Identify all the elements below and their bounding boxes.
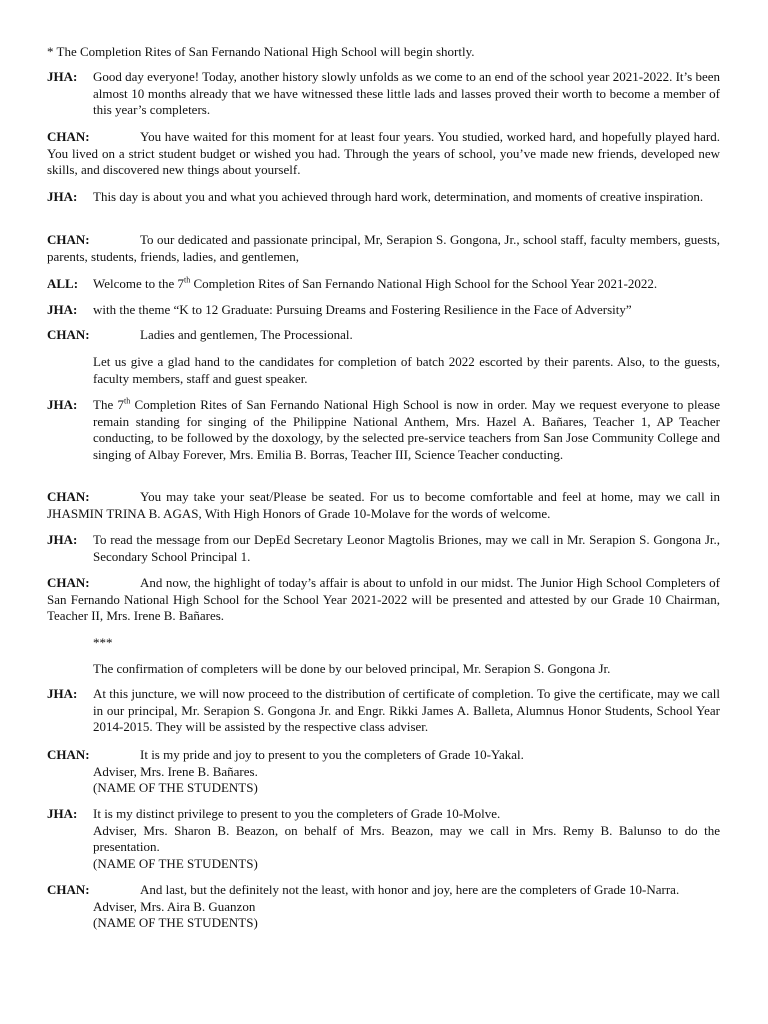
chan-line-1	[47, 129, 720, 179]
speaker-label: CHAN:	[47, 129, 90, 144]
all-line	[47, 276, 720, 293]
speaker-label: CHAN:	[47, 232, 90, 247]
chan-line-7	[47, 882, 720, 932]
paragraph: with the theme “K to 12 Graduate: Pursuing Dreams and Fostering Resilience in the Face of Adversity”	[93, 302, 632, 317]
speaker-label: CHAN:	[47, 882, 90, 897]
paragraph: It is my pride and joy to present to you the completers of Grade 10-Yakal.	[140, 747, 524, 762]
paragraph	[93, 276, 720, 293]
adviser-line: Adviser, Mrs. Sharon B. Beazon, on behalf of Mrs. Beazon, may we call in Mrs. Remy B. Balunso to do the presentation.	[93, 822, 720, 854]
speaker-label: JHA:	[47, 806, 78, 821]
paragraph: And now, the highlight of today’s affair is about to unfold in our midst. The Junior High School Completers of San Fernando National High School for the School Year 2021-2022 will be presented and attested by our Grade 10 Chairman, Teacher II, Mrs. Irene B. Bañares.	[47, 575, 720, 623]
speaker-label: CHAN:	[47, 747, 90, 762]
text-part: Completion Rites of San Fernando National High School is now in order. May we request everyone to please remain standing for singing of the Philippine National Anthem, Mrs. Hazel A. Bañares, Teacher 1, AP Teacher conducting, to be followed by the doxology, by the selected pre-service teachers from San Jose Community College and singing of Albay Forever, Mrs. Emilia B. Borras, Teacher III, Science Teacher conducting.	[93, 397, 720, 462]
paragraph: This day is about you and what you achieved through hard work, determination, and moments of creative inspiration.	[93, 189, 704, 204]
chan-line-6	[47, 747, 720, 797]
speaker-label: JHA:	[47, 302, 78, 317]
paragraph: At this juncture, we will now proceed to the distribution of certificate of completion. To give the certificate, may we call in our principal, Mr. Serapion S. Gongona Jr. and Engr. Rikki James A. Balleta, Alumnus Honor Students, School Year 2014-2015. They will be assisted by the respective class adviser.	[93, 686, 720, 734]
jha-line-7	[47, 806, 720, 872]
paragraph: And last, but the definitely not the least, with honor and joy, here are the completers of Grade 10-Narra.	[140, 882, 680, 897]
jha-line-2	[47, 189, 720, 206]
text-part: Welcome to the 7	[93, 276, 185, 291]
adviser-line: Adviser, Mrs. Irene B. Bañares.	[93, 763, 258, 779]
adviser-line: Adviser, Mrs. Aira B. Guanzon	[93, 898, 256, 914]
paragraph: The confirmation of completers will be done by our beloved principal, Mr. Serapion S. Gongona Jr.	[93, 661, 611, 676]
names-placeholder: (NAME OF THE STUDENTS)	[93, 915, 258, 930]
jha-line-1	[47, 69, 720, 119]
paragraph: To our dedicated and passionate principal, Mr, Serapion S. Gongona, Jr., school staff, faculty members, guests, parents, students, friends, ladies, and gentlemen,	[47, 232, 720, 264]
paragraph: Good day everyone! Today, another history slowly unfolds as we come to an end of the school year 2021-2022. It’s been almost 10 months already that we have witnessed these little lads and lasses proved their worth to become a member of this year’s completers.	[93, 69, 720, 117]
chan-line-5	[47, 575, 720, 625]
paragraph: You have waited for this moment for at least four years. You studied, worked hard, and hopefully played hard. You lived on a strict student budget or wished you had. Through the years of school, you’ve made new friends, developed new skills, and discovered new things about yourself.	[47, 129, 720, 177]
chan-line-4	[47, 489, 720, 522]
paragraph: It is my distinct privilege to present to you the completers of Grade 10-Molve.	[93, 806, 501, 821]
superscript: th	[184, 275, 191, 285]
speaker-label: JHA:	[47, 686, 78, 701]
jha-line-5	[47, 532, 720, 565]
jha-line-3	[47, 302, 720, 319]
paragraph: You may take your seat/Please be seated. For us to become comfortable and feel at home, may we call in JHASMIN TRINA B. AGAS, With High Honors of Grade 10-Molave for the words of welcome.	[47, 489, 720, 521]
text-part: The 7	[93, 397, 125, 412]
jha-line-4	[47, 397, 720, 463]
speaker-label: CHAN:	[47, 327, 90, 342]
intro-note: * The Completion Rites of San Fernando National High School will begin shortly.	[47, 44, 475, 59]
paragraph: Ladies and gentlemen, The Processional.	[140, 327, 353, 342]
superscript: th	[124, 396, 131, 406]
names-placeholder: (NAME OF THE STUDENTS)	[93, 855, 258, 871]
speaker-label: CHAN:	[47, 489, 90, 504]
speaker-label: JHA:	[47, 397, 78, 412]
separator-stars: ***	[93, 635, 113, 650]
names-placeholder: (NAME OF THE STUDENTS)	[93, 780, 258, 795]
speaker-label: JHA:	[47, 189, 78, 204]
speaker-label: JHA:	[47, 69, 78, 84]
speaker-label: JHA:	[47, 532, 78, 547]
paragraph: To read the message from our DepEd Secretary Leonor Magtolis Briones, may we call in Mr. Serapion S. Gongona Jr., Secondary School Principal 1.	[93, 532, 720, 564]
jha-line-6	[47, 686, 720, 736]
chan-line-2	[47, 232, 720, 265]
paragraph	[93, 397, 720, 463]
paragraph: Let us give a glad hand to the candidates for completion of batch 2022 escorted by their parents. Also, to the guests, faculty members, staff and guest speaker.	[93, 354, 720, 386]
text-part: Completion Rites of San Fernando National High School for the School Year 2021-2022.	[190, 276, 658, 291]
speaker-label: ALL:	[47, 276, 79, 291]
chan-line-3	[47, 327, 720, 344]
speaker-label: CHAN:	[47, 575, 90, 590]
